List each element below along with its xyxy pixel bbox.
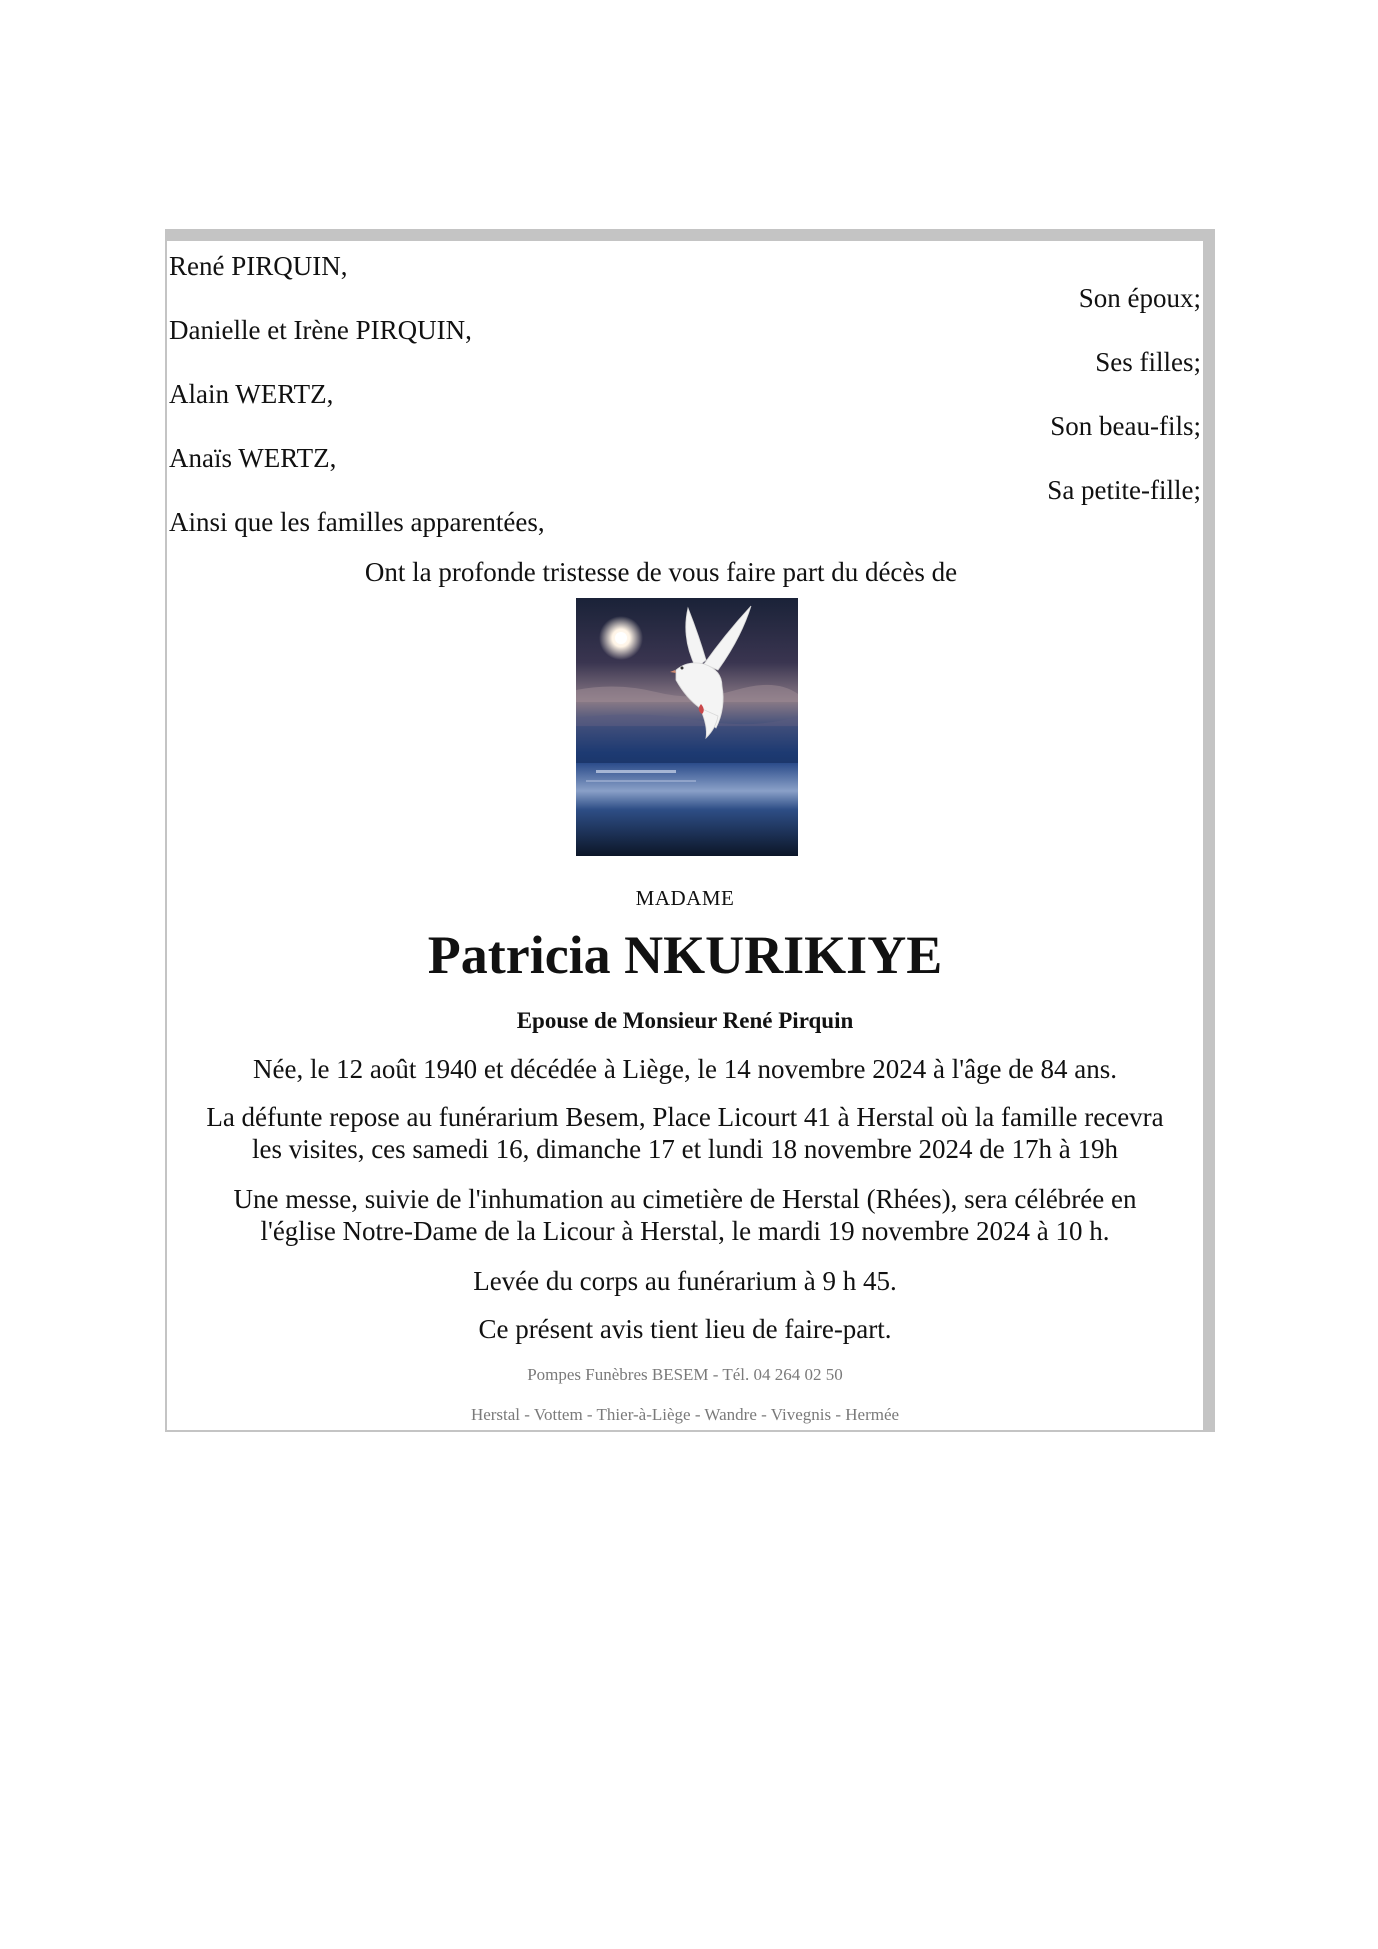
spouse-line: Epouse de Monsieur René Pirquin <box>516 1008 854 1033</box>
funeral-home-contact: Pompes Funèbres BESEM - Tél. 04 264 02 50 <box>527 1365 843 1384</box>
family-role-son-in-law: Son beau-fils; <box>1050 411 1201 441</box>
family-role-daughters: Ses filles; <box>1095 347 1201 377</box>
mass-line-2: l'église Notre-Dame de la Licour à Herstal, le mardi 19 novembre 2024 à 10 h. <box>260 1216 1110 1246</box>
family-name-son-in-law: Alain WERTZ, <box>169 379 334 409</box>
mass-line-1: Une messe, suivie de l'inhumation au cimetière de Herstal (Rhées), sera célébrée en <box>233 1184 1137 1214</box>
visitation-line-1: La défunte repose au funérarium Besem, Place Licourt 41 à Herstal où la famille recevra <box>206 1102 1164 1132</box>
notice-line: Ce présent avis tient lieu de faire-part. <box>478 1314 892 1344</box>
family-name-spouse: René PIRQUIN, <box>169 251 348 281</box>
family-name-granddaughter: Anaïs WERTZ, <box>169 443 337 473</box>
dove-over-sea-icon <box>576 598 798 856</box>
obituary-card <box>165 229 1215 1432</box>
honorific-title: MADAME <box>635 886 735 910</box>
family-name-daughters: Danielle et Irène PIRQUIN, <box>169 315 472 345</box>
deceased-name: Patricia NKURIKIYE <box>427 925 943 985</box>
family-role-granddaughter: Sa petite-fille; <box>1047 475 1201 505</box>
announcement-intro: Ont la profonde tristesse de vous faire part du décès de <box>364 557 958 587</box>
family-role-spouse: Son époux; <box>1078 283 1201 313</box>
funeral-home-locations: Herstal - Vottem - Thier-à-Liège - Wandre - Vivegnis - Hermée <box>470 1405 900 1424</box>
family-name-relatives: Ainsi que les familles apparentées, <box>169 507 545 537</box>
birth-death-dates: Née, le 12 août 1940 et décédée à Liège, le 14 novembre 2024 à l'âge de 84 ans. <box>252 1054 1118 1084</box>
levee-du-corps: Levée du corps au funérarium à 9 h 45. <box>473 1266 897 1296</box>
visitation-line-2: les visites, ces samedi 16, dimanche 17 et lundi 18 novembre 2024 de 17h à 19h <box>251 1134 1119 1164</box>
